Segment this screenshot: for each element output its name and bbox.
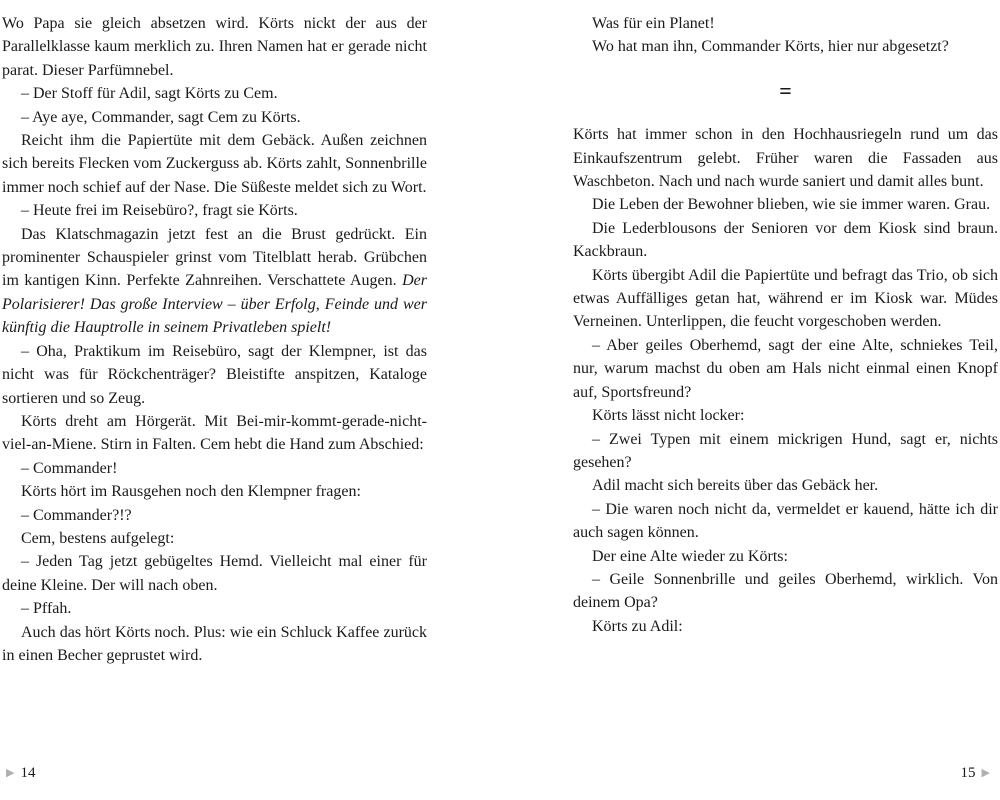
paragraph: Körts übergibt Adil die Papiertüte und befragt das Trio, ob sich etwas Auffälliges getan hat, während er im Kiosk war. Müdes Verneinen. Unterlippen, die feucht vorgeschoben werden. [573, 266, 998, 331]
paragraph: – Zwei Typen mit einem mickrigen Hund, sagt er, nichts gesehen? [573, 430, 998, 471]
paragraph: Reicht ihm die Papiertüte mit dem Gebäck. Außen zeichnen sich bereits Flecken vom Zuckerguss ab. Körts zahlt, Sonnenbrille immer noch schief auf der Nase. Die Süßeste meldet sich zu Wort. [2, 132, 427, 196]
paragraph: Wo Papa sie gleich absetzen wird. Körts nickt der aus der Parallelklasse kaum merklich zu. Ihren Namen hat er gerade nicht parat. Dieser Parfümnebel. [2, 15, 427, 79]
paragraph: – Commander?!? [21, 506, 132, 524]
triangle-right-icon: ▶ [6, 767, 15, 779]
left-page [2, 12, 427, 667]
paragraph: Der eine Alte wieder zu Körts: [592, 547, 788, 565]
paragraph: – Geile Sonnenbrille und geiles Oberhemd, wirklich. Von deinem Opa? [573, 570, 998, 612]
spacer [573, 102, 998, 123]
paragraph: – Jeden Tag jetzt gebügeltes Hemd. Vielleicht mal einer für deine Kleine. Der will nach oben. [2, 553, 427, 594]
paragraph: Auch das hört Körts noch. Plus: wie ein Schluck Kaffee zurück in einen Becher geprustet wird. [2, 623, 427, 664]
magazine-headline: Der Polarisierer! Das große Interview – über Erfolg, Feinde und wer künftig die Hauptrolle in seinem Privatleben spielt! [2, 272, 428, 337]
paragraph: Was für ein Planet! [592, 15, 715, 32]
paragraph: Körts hat immer schon in den Hochhausriegeln rund um das Einkaufszentrum gelebt. Früher waren die Fassaden aus Waschbeton. Nach und nach wurde saniert und damit alles bunt. [573, 126, 998, 191]
paragraph: Adil macht sich bereits über das Gebäck her. [592, 477, 879, 495]
paragraph: – Oha, Praktikum im Reisebüro, sagt der Klempner, ist das nicht was für Röckchenträger? Bleistifte anspitzen, Kataloge sortieren und so Zeug. [2, 342, 427, 407]
paragraph: – Der Stoff für Adil, sagt Körts zu Cem. [21, 85, 278, 103]
paragraph: – Aye aye, Commander, sagt Cem zu Körts. [21, 108, 301, 126]
paragraph: – Heute frei im Reisebüro?, fragt sie Körts. [21, 202, 298, 220]
page-number: 15 [960, 765, 976, 781]
triangle-right-icon: ▶ [981, 767, 990, 779]
paragraph: Die Lederblousons der Senioren vor dem Kiosk sind braun. Kackbraun. [573, 219, 998, 261]
paragraph: Körts dreht am Hörgerät. Mit Bei-mir-kommt-gerade-nicht-viel-an-Miene. Stirn in Falten. Cem hebt die Hand zum Abschied: [2, 412, 427, 454]
paragraph: Cem, bestens aufgelegt: [21, 529, 175, 547]
paragraph: – Aber geiles Oberhemd, sagt der eine Alte, schniekes Teil, nur, warum machst du oben am Hals nicht einmal einen Knopf auf, Sportsfreund? [573, 336, 998, 401]
left-page-folio [6, 764, 35, 782]
paragraph: – Pffah. [21, 600, 72, 618]
paragraph: – Die waren noch nicht da, vermeldet er kauend, hätte ich dir auch sagen können. [573, 500, 998, 542]
paragraph: – Commander! [21, 459, 118, 477]
paragraph: Körts hört im Rausgehen noch den Klempner fragen: [21, 483, 361, 501]
paragraph: Körts lässt nicht locker: [592, 407, 745, 425]
paragraph: Die Leben der Bewohner blieben, wie sie immer waren. Grau. [592, 196, 991, 214]
paragraph: Wo hat man ihn, Commander Körts, hier nur abgesetzt? [592, 38, 949, 56]
paragraph-text: Das Klatschmagazin jetzt fest an die Brust gedrückt. Ein prominenter Schauspieler grinst vom Titelblatt herab. Grübchen im kantigen Kinn. Perfekte Zahnreihen. Verschattete Augen. [2, 225, 427, 290]
spacer [573, 59, 998, 79]
page-number: 14 [20, 765, 36, 781]
right-page [573, 12, 998, 638]
right-page-folio [961, 764, 990, 782]
paragraph-with-quote [2, 223, 427, 340]
paragraph: Körts zu Adil: [592, 617, 683, 635]
section-separator: = [779, 77, 792, 103]
